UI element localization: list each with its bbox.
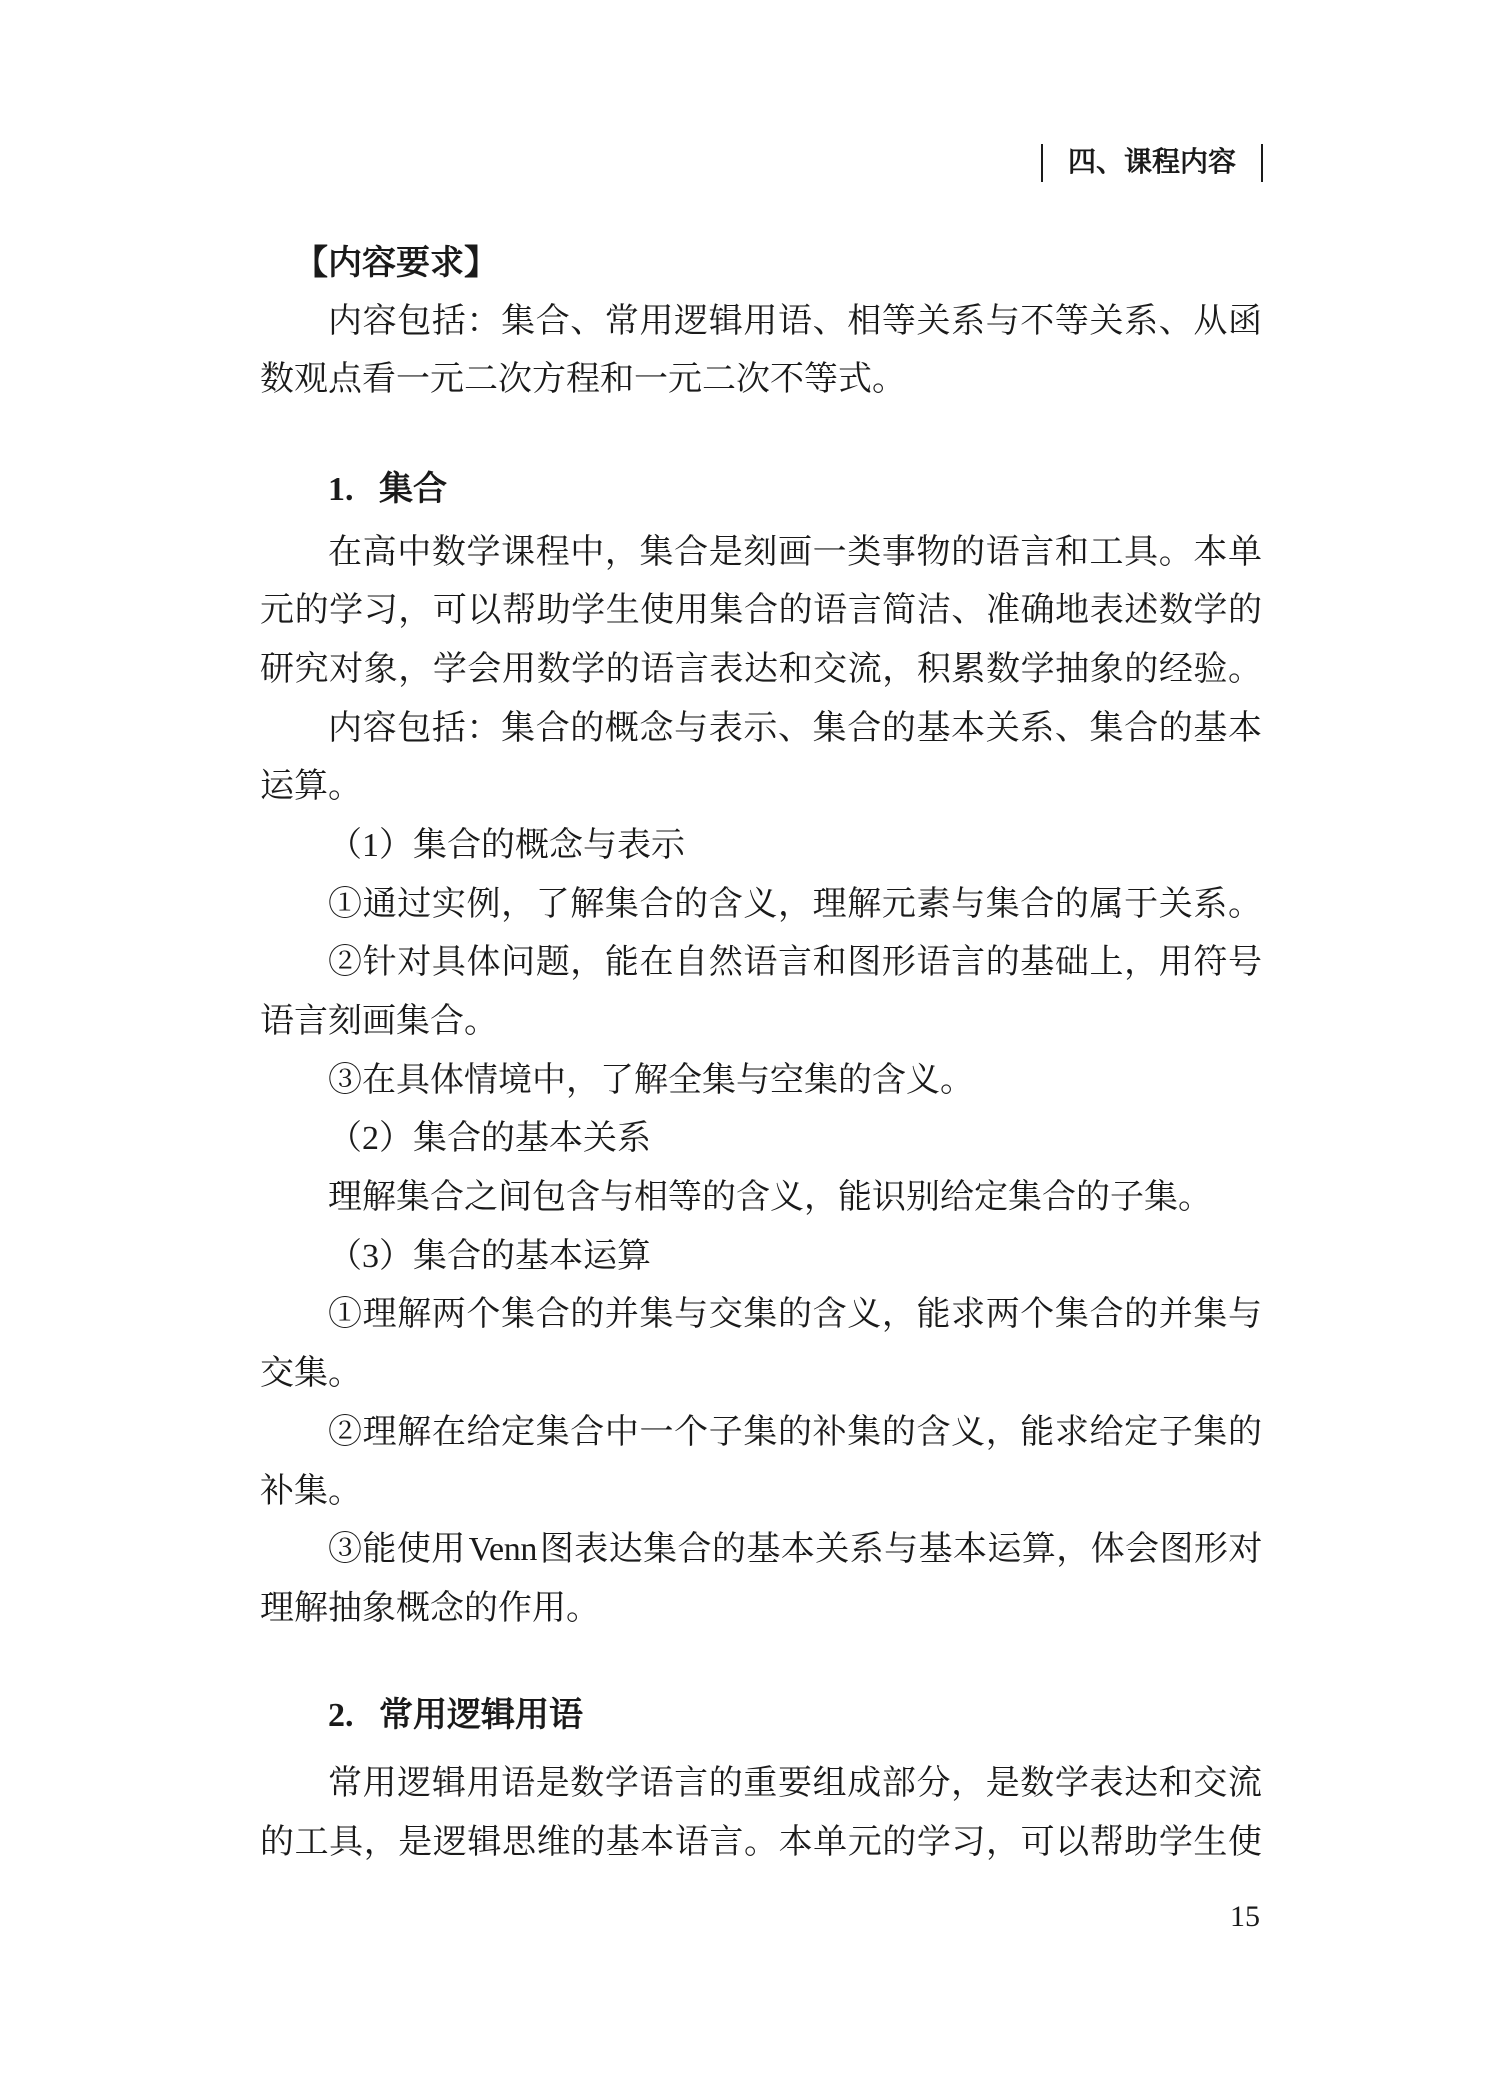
paragraph-line: ③能使用 Venn 图表达集合的基本关系与基本运算，体会图形对	[328, 1531, 1262, 1569]
paragraph-line: 的工具，是逻辑思维的基本语言。本单元的学习，可以帮助学生使	[260, 1823, 1262, 1861]
paragraph-line: ①通过实例，了解集合的含义，理解元素与集合的属于关系。	[328, 885, 1262, 923]
paragraph	[260, 700, 1262, 817]
paragraph-line: 元的学习，可以帮助学生使用集合的语言简洁、准确地表述数学的	[260, 592, 1262, 630]
running-head-right-rule	[1261, 144, 1263, 182]
content-requirements-label: 【内容要求】	[294, 243, 498, 283]
paragraph-line: 数观点看一元二次方程和一元二次不等式。	[260, 361, 906, 399]
paragraph-line: 交集。	[260, 1355, 362, 1393]
paragraph-line: 内容包括：集合、常用逻辑用语、相等关系与不等关系、从函	[328, 302, 1262, 340]
paragraph-line: 语言刻画集合。	[260, 1003, 498, 1041]
page-body	[260, 234, 1262, 1873]
paragraph-line: ②理解在给定集合中一个子集的补集的含义，能求给定子集的	[328, 1413, 1262, 1451]
paragraph-line: 在高中数学课程中，集合是刻画一类事物的语言和工具。本单	[328, 533, 1262, 571]
paragraph-line: 补集。	[260, 1472, 362, 1510]
list-item	[260, 1286, 1262, 1403]
paragraph-line: 内容包括：集合的概念与表示、集合的基本关系、集合的基本	[328, 709, 1262, 747]
paragraph-line: （3）集合的基本运算	[328, 1237, 651, 1275]
section-number: 1.	[328, 470, 354, 508]
list-item	[260, 1521, 1262, 1638]
list-item	[260, 1052, 1262, 1111]
paragraph	[260, 524, 1262, 700]
subsection-heading	[260, 1110, 1262, 1169]
paragraph-line: 理解集合之间包含与相等的含义，能识别给定集合的子集。	[328, 1179, 1212, 1217]
paragraph-line: 研究对象，学会用数学的语言表达和交流，积累数学抽象的经验。	[260, 650, 1262, 688]
paragraph-line: 运算。	[260, 768, 362, 806]
subsection-heading	[260, 1228, 1262, 1287]
running-head-title: 四、课程内容	[1067, 147, 1236, 178]
paragraph-line: ①理解两个集合的并集与交集的含义，能求两个集合的并集与	[328, 1296, 1262, 1334]
paragraph-line: （2）集合的基本关系	[328, 1120, 651, 1158]
paragraph	[260, 1755, 1262, 1872]
running-head-left-rule	[1041, 144, 1043, 182]
paragraph	[260, 293, 1262, 410]
running-head	[1041, 144, 1263, 182]
paragraph-line: （1）集合的概念与表示	[328, 826, 685, 864]
paragraph-line: ②针对具体问题，能在自然语言和图形语言的基础上，用符号	[328, 944, 1262, 982]
paragraph	[260, 1169, 1262, 1228]
subsection-heading	[260, 817, 1262, 876]
section-title: 常用逻辑用语	[379, 1694, 583, 1735]
paragraph-line: 理解抽象概念的作用。	[260, 1589, 600, 1627]
section-heading	[260, 460, 1262, 519]
paragraph-line: ③在具体情境中，了解全集与空集的含义。	[328, 1061, 974, 1099]
paragraph-line: 常用逻辑用语是数学语言的重要组成部分，是数学表达和交流	[328, 1765, 1262, 1803]
list-item	[260, 934, 1262, 1051]
list-item	[260, 1404, 1262, 1521]
list-item	[260, 876, 1262, 935]
section-heading	[260, 1686, 1262, 1745]
section-number: 2.	[328, 1696, 354, 1734]
page-number: 15	[1230, 1900, 1260, 1933]
section-title: 集合	[379, 468, 447, 509]
